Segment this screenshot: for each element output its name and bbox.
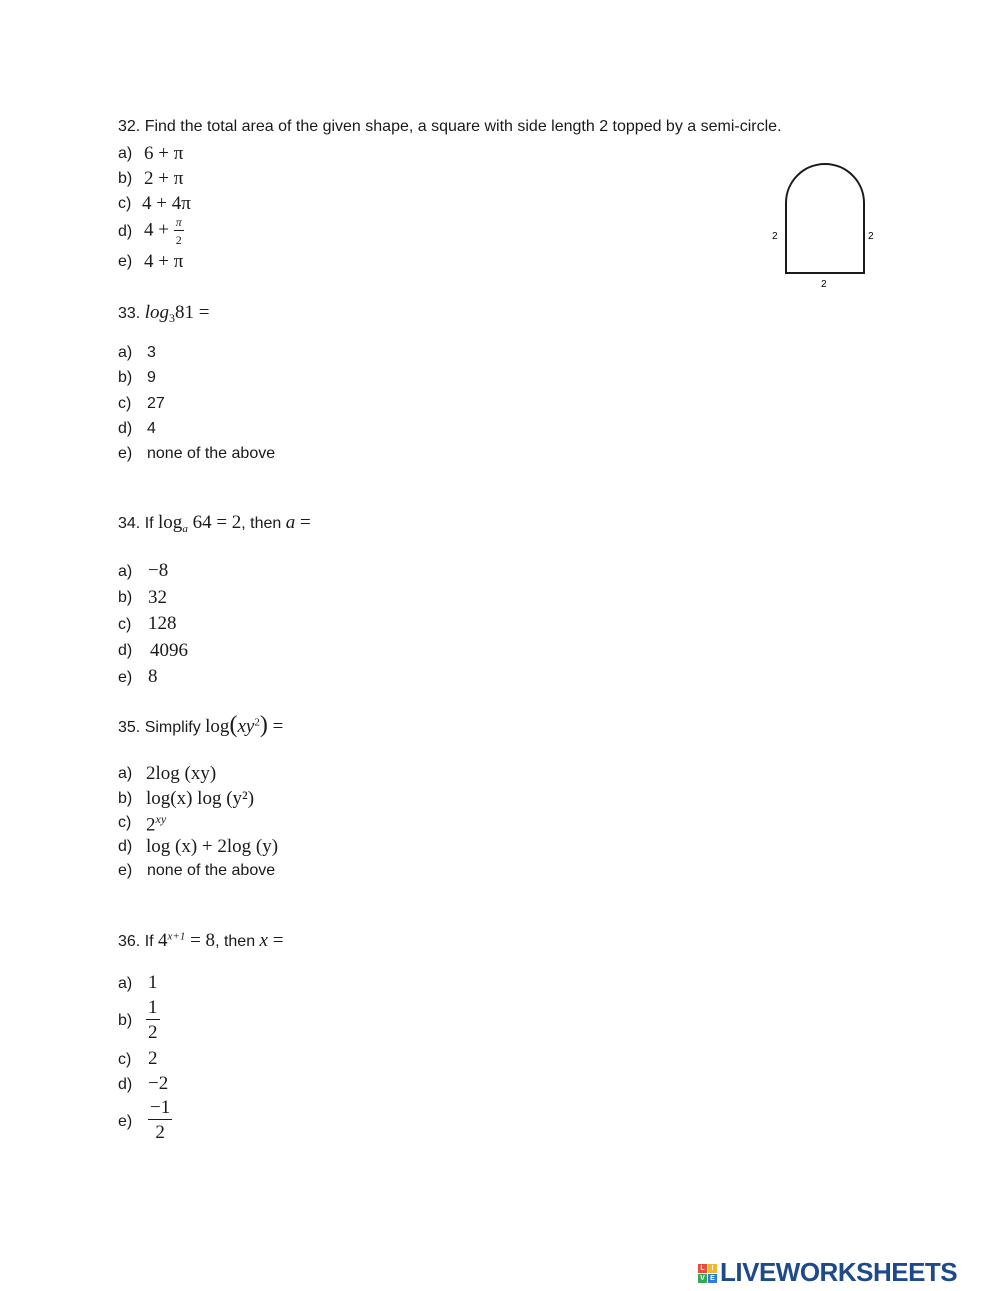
q35-prefix: 35. Simplify [118, 719, 201, 736]
q34-option-c-value: 128 [148, 613, 177, 634]
q36-option-d-label: d) [118, 1076, 133, 1093]
q36-option-d-value: −2 [148, 1073, 169, 1094]
q32-option-c-value: 4 + 4π [142, 193, 191, 214]
q35-option-b-value: log(x) log (y²) [146, 788, 255, 809]
q32-option-a-value: 6 + π [144, 143, 184, 164]
q35-option-d-label: d) [118, 838, 133, 855]
q36-option-e-fraction [148, 1098, 172, 1142]
q35-option-b-label: b) [118, 790, 133, 807]
q34-option-a-label: a) [118, 563, 133, 580]
q35-option-a-value: 2log (xy) [146, 763, 217, 784]
q34-option-b-label: b) [118, 589, 133, 606]
q34-option-b-value: 32 [148, 587, 167, 608]
q33-expr-rest: 81 = [174, 302, 210, 323]
q34-option-d-value: 4096 [150, 640, 188, 661]
q32-option-d-denominator: 2 [175, 233, 182, 247]
q36-option-c-label: c) [118, 1051, 132, 1068]
q32-option-d-fraction [174, 216, 184, 246]
q36-option-e-numerator: −1 [150, 1097, 171, 1118]
q33-log-base: 3 [168, 311, 175, 326]
q35-option-c-base: 2 [146, 814, 156, 836]
q36-option-b-denominator: 2 [148, 1022, 158, 1043]
q36-option-b-fraction [146, 998, 160, 1042]
liveworksheets-logo[interactable] [697, 1257, 957, 1288]
q36-equals: = [267, 930, 284, 951]
q36-option-b-numerator: 1 [148, 997, 158, 1018]
q34-then: , then [241, 515, 282, 532]
q36-option-a-label: a) [118, 975, 133, 992]
question-35-text: 35. Simplify $\log(xy^2)$ = [118, 712, 284, 738]
q36-base: 4 [158, 930, 168, 951]
q35-log-fn: log [205, 716, 230, 737]
q32-option-d-value [144, 216, 184, 246]
q36-variable: x [259, 930, 268, 951]
q33-option-c-label: c) [118, 395, 132, 412]
q33-option-b-value: 9 [147, 369, 156, 386]
q35-option-d-value: log (x) + 2log (y) [146, 836, 279, 857]
q34-option-c-label: c) [118, 616, 132, 633]
q36-option-a-value: 1 [148, 972, 158, 993]
logo-square-l: L [698, 1264, 707, 1273]
q36-option-b-label: b) [118, 1012, 133, 1029]
q35-option-e-label: e) [118, 862, 133, 879]
q36-option-b-value [146, 998, 160, 1042]
q35-option-c-value [146, 812, 166, 836]
figure-right-label: 2 [868, 231, 874, 242]
q32-option-e-value: 4 + π [144, 251, 184, 272]
q36-option-e-value [148, 1098, 172, 1142]
q34-equals: = [295, 512, 311, 533]
logo-text: LIVEWORKSHEETS [720, 1257, 958, 1287]
q33-option-e-label: e) [118, 445, 133, 462]
q34-option-d-label: d) [118, 642, 133, 659]
q33-option-d-value: 4 [147, 420, 156, 437]
figure-bottom-label: 2 [821, 279, 827, 290]
logo-square-v: V [698, 1274, 707, 1283]
question-34-text [118, 512, 311, 535]
q33-option-a-value: 3 [147, 344, 156, 361]
q33-number: 33. [118, 305, 141, 322]
q32-option-d-label: d) [118, 223, 133, 240]
q34-log-fn: log [158, 512, 183, 533]
q33-option-e-value: none of the above [147, 445, 276, 462]
q36-prefix: 36. If [118, 933, 154, 950]
question-36-text [118, 930, 283, 952]
q34-option-a-value: −8 [148, 560, 169, 581]
q32-option-e-label: e) [118, 253, 133, 270]
q36-exponent: x+1 [167, 930, 186, 943]
question-33-text [118, 302, 209, 326]
q34-prefix: 34. If [118, 515, 154, 532]
q32-option-a-label: a) [118, 145, 133, 162]
q33-option-b-label: b) [118, 369, 133, 386]
semicircle-square-figure [760, 155, 890, 295]
q35-option-c-exponent: xy [155, 812, 167, 826]
q33-option-c-value: 27 [147, 395, 165, 412]
q36-option-e-label: e) [118, 1113, 133, 1130]
logo-square-i: I [708, 1264, 717, 1273]
q32-option-d-numerator: π [175, 215, 182, 229]
q35-option-a-label: a) [118, 765, 133, 782]
q35-inner: xy [237, 716, 255, 737]
q32-option-b-label: b) [118, 170, 133, 187]
logo-squares [697, 1263, 717, 1283]
q32-option-d-prefix: 4 + [144, 219, 169, 241]
q34-equation: 64 = 2 [187, 512, 242, 533]
q34-log-base: a [182, 523, 188, 536]
q35-equals: = [267, 716, 284, 737]
q32-option-c-label: c) [118, 195, 132, 212]
question-32-text: 32. Find the total area of the given shape, a square with side length 2 topped by a semi-circle. [118, 118, 782, 135]
logo-square-e: E [708, 1274, 717, 1283]
q33-option-d-label: d) [118, 420, 133, 437]
q36-equation: = 8 [185, 930, 216, 951]
q35-option-e-value: none of the above [147, 862, 276, 879]
q33-option-a-label: a) [118, 344, 133, 361]
q33-log-fn: log [144, 302, 169, 323]
q36-then: , then [215, 933, 256, 950]
q32-option-b-value: 2 + π [144, 168, 184, 189]
q36-option-e-denominator: 2 [155, 1122, 165, 1143]
q35-inner-exponent: 2 [254, 716, 260, 729]
q34-option-e-value: 8 [148, 666, 158, 687]
q36-option-c-value: 2 [148, 1048, 158, 1069]
figure-outline [786, 164, 864, 273]
figure-left-label: 2 [772, 231, 778, 242]
q35-option-c-label: c) [118, 814, 132, 831]
q34-variable: a [285, 512, 296, 533]
q34-option-e-label: e) [118, 669, 133, 686]
